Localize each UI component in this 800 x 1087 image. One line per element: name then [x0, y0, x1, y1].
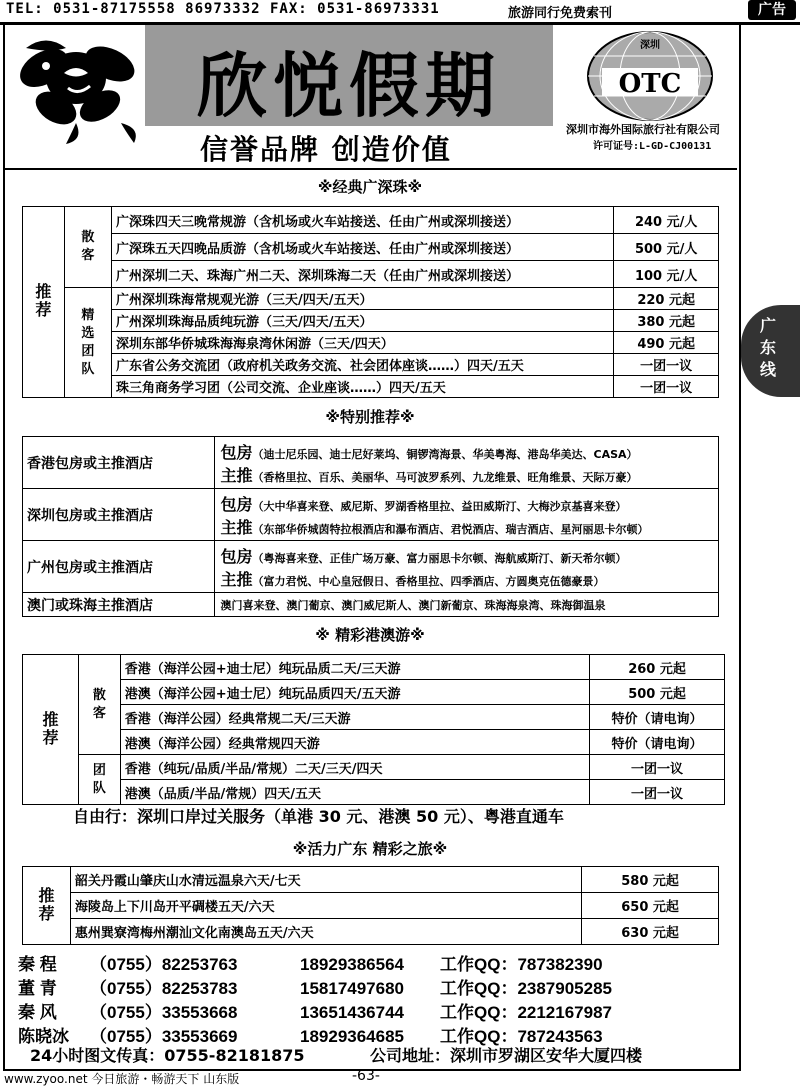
tour-row: 韶关丹霞山肇庆山水清远温泉六天/七天 [70, 867, 581, 893]
tour-row: 广东省公务交流团（政府机关政务交流、社会团体座谈……）四天/五天 [111, 354, 613, 376]
tour-row: 珠三角商务学习团（公司交流、企业座谈……）四天/五天 [111, 376, 613, 398]
special-title: ※特别推荐※ [325, 408, 415, 426]
contact-line: TEL: 0531-87175558 86973332 FAX: 0531-86973331 [6, 1, 440, 17]
contact-mobile: 18929386564 [300, 955, 405, 974]
tour-price: 220 元起 [614, 288, 719, 310]
contact-mobile: 18929364685 [300, 1027, 405, 1046]
otc-city: 深圳 [640, 40, 660, 51]
hotel-list [214, 437, 718, 489]
tour-price: 一团一议 [614, 354, 719, 376]
company-name: 深圳市海外国际旅行社有限公司 [566, 123, 720, 136]
hotel-kw: 主推 [220, 569, 253, 589]
address-line: 公司地址：深圳市罗湖区安华大厦四楼 [370, 1046, 643, 1065]
footer [4, 1068, 380, 1087]
contact-qq: 工作QQ：787382390 [440, 955, 603, 974]
hotel-text: （迪士尼乐园、迪士尼好莱坞、铜锣湾海景、华美粤海、港岛华美达、CASA） [252, 447, 638, 461]
brand-slogan: 信誉品牌 创造价值 [200, 133, 452, 166]
hotel-region: 深圳包房或主推酒店 [23, 489, 215, 541]
contact-qq: 工作QQ：2212167987 [440, 1003, 612, 1022]
license-number: 许可证号:L-GD-CJ00131 [593, 141, 712, 152]
tour-row: 港澳（海洋公园）经典常规四天游 [120, 730, 589, 755]
tour-price: 500 元/人 [614, 234, 719, 261]
contact-row [18, 974, 612, 998]
ad-badge: 广告 [748, 0, 796, 20]
hkmacau-title: ※ 精彩港澳游※ [315, 626, 425, 644]
tour-price: 650 元起 [582, 893, 719, 919]
hotel-region: 澳门或珠海主推酒店 [23, 593, 215, 617]
gd-recommend-label: 推荐 [23, 867, 71, 945]
contact-tel: （0755）33553668 [90, 1003, 238, 1022]
tour-row: 海陵岛上下川岛开平碉楼五天/六天 [70, 893, 581, 919]
hotel-text: （东部华侨城茵特拉根酒店和瀑布酒店、君悦酒店、瑞吉酒店、星河丽思卡尔顿） [252, 522, 649, 536]
tour-price: 一团一议 [590, 780, 725, 805]
hotel-list [214, 593, 718, 617]
fax-line: 24小时图文传真：0755-82181875 [30, 1046, 305, 1065]
hotel-kw: 包房 [220, 442, 253, 462]
tour-row: 港澳（海洋公园+迪士尼）纯玩品质四天/五天游 [120, 680, 589, 705]
tour-row: 香港（海洋公园+迪士尼）纯玩品质二天/三天游 [120, 655, 589, 680]
classic-recommend-label: 推荐 [23, 207, 65, 398]
page-number: -63- [352, 1068, 380, 1084]
hotel-region: 香港包房或主推酒店 [23, 437, 215, 489]
hk-recommend-label: 推荐 [23, 655, 79, 805]
contact-mobile: 15817497680 [300, 979, 405, 998]
tour-price: 260 元起 [590, 655, 725, 680]
tour-price: 100 元/人 [614, 261, 719, 288]
flower-logo-icon [6, 28, 146, 146]
tour-row: 惠州巽寮湾梅州潮汕文化南澳岛五天/六天 [70, 919, 581, 945]
index-label: 旅游同行免费索刊 [508, 6, 613, 21]
tour-row: 深圳东部华侨城珠海海泉湾休闲游（三天/四天） [111, 332, 613, 354]
guangdong-table [22, 866, 719, 945]
hotel-table [22, 436, 719, 617]
hk-group-label: 团队 [78, 755, 120, 805]
classic-group-label: 精选团队 [64, 288, 111, 398]
tour-row: 香港（纯玩/品质/半品/常规）二天/三天/四天 [120, 755, 589, 780]
tour-row: 港澳（品质/半品/常规）四天/五天 [120, 780, 589, 805]
hotel-kw: 主推 [220, 465, 253, 485]
contact-tel: （0755）82253783 [90, 979, 238, 998]
otc-letters: OTC [618, 69, 682, 99]
side-tab-label: 广东线 [759, 316, 776, 379]
tour-row: 广州深圳珠海常规观光游（三天/四天/五天） [111, 288, 613, 310]
contact-name: 陈晓冰 [18, 1027, 69, 1046]
hotel-text: 澳门喜来登、澳门葡京、澳门威尼斯人、澳门新葡京、珠海海泉湾、珠海御温泉 [220, 598, 606, 612]
tour-row: 广州深圳珠海品质纯玩游（三天/四天/五天） [111, 310, 613, 332]
hk-group-label: 散客 [78, 655, 120, 755]
tour-price: 630 元起 [582, 919, 719, 945]
tour-price: 380 元起 [614, 310, 719, 332]
tour-price: 特价（请电询） [590, 730, 725, 755]
tour-row: 广深珠四天三晚常规游（含机场或火车站接送、任由广州或深圳接送） [111, 207, 613, 234]
contact-tel: （0755）33553669 [90, 1027, 238, 1046]
guangdong-title: ※活力广东 精彩之旅※ [292, 840, 448, 858]
tour-row: 广州深圳二天、珠海广州二天、深圳珠海二天（任由广州或深圳接送） [111, 261, 613, 288]
contact-qq: 工作QQ：2387905285 [440, 979, 612, 998]
contact-name: 秦 程 [18, 955, 57, 974]
hotel-text: （香格里拉、百乐、美丽华、马可波罗系列、九龙维景、旺角维景、天际万豪） [252, 470, 638, 484]
tour-price: 240 元/人 [614, 207, 719, 234]
fax-address-line [30, 1043, 642, 1066]
hotel-text: （富力君悦、中心皇冠假日、香格里拉、四季酒店、方圆奥克伍德豪景） [252, 574, 605, 588]
hotel-region: 广州包房或主推酒店 [23, 541, 215, 593]
side-tab [741, 305, 800, 397]
hotel-text: （大中华喜来登、威尼斯、罗湖香格里拉、益田威斯汀、大梅沙京基喜来登） [252, 499, 627, 513]
footer-site: www.zyoo.net [4, 1072, 88, 1086]
classic-title: ※经典广深珠※ [317, 178, 423, 196]
tour-price: 特价（请电询） [590, 705, 725, 730]
contact-qq: 工作QQ：787243563 [440, 1027, 603, 1046]
brand-title: 欣悦假期 [197, 44, 501, 127]
header-divider [5, 168, 737, 170]
free-travel-banner: 自由行：深圳口岸过关服务（单港 30 元、港澳 50 元）、粤港直通车 [73, 807, 564, 826]
contact-name: 董 青 [18, 979, 57, 998]
classic-table [22, 206, 719, 398]
tour-row: 香港（海洋公园）经典常规二天/三天游 [120, 705, 589, 730]
contact-name: 秦 风 [18, 1003, 57, 1022]
contact-row [18, 950, 612, 974]
tour-row: 广深珠五天四晚品质游（含机场或火车站接送、任由广州或深圳接送） [111, 234, 613, 261]
contact-list [18, 950, 612, 1046]
otc-logo-icon [580, 28, 720, 124]
contact-row [18, 998, 612, 1022]
tour-price: 500 元起 [590, 680, 725, 705]
hkmacau-table [22, 654, 725, 805]
hotel-kw: 包房 [220, 494, 253, 514]
hotel-list [214, 489, 718, 541]
footer-slogan: 今日旅游・畅游天下 [91, 1072, 200, 1086]
contact-tel: （0755）82253763 [90, 955, 238, 974]
hotel-list [214, 541, 718, 593]
classic-group-label: 散客 [64, 207, 111, 288]
tour-price: 一团一议 [614, 376, 719, 398]
footer-edition: 山东版 [203, 1072, 240, 1086]
contact-mobile: 13651436744 [300, 1003, 405, 1022]
hotel-text: （粤海喜来登、正佳广场万豪、富力丽思卡尔顿、海航威斯汀、新天希尔顿） [252, 551, 627, 565]
tour-price: 一团一议 [590, 755, 725, 780]
hotel-kw: 主推 [220, 517, 253, 537]
tour-price: 490 元起 [614, 332, 719, 354]
hotel-kw: 包房 [220, 546, 253, 566]
tour-price: 580 元起 [582, 867, 719, 893]
